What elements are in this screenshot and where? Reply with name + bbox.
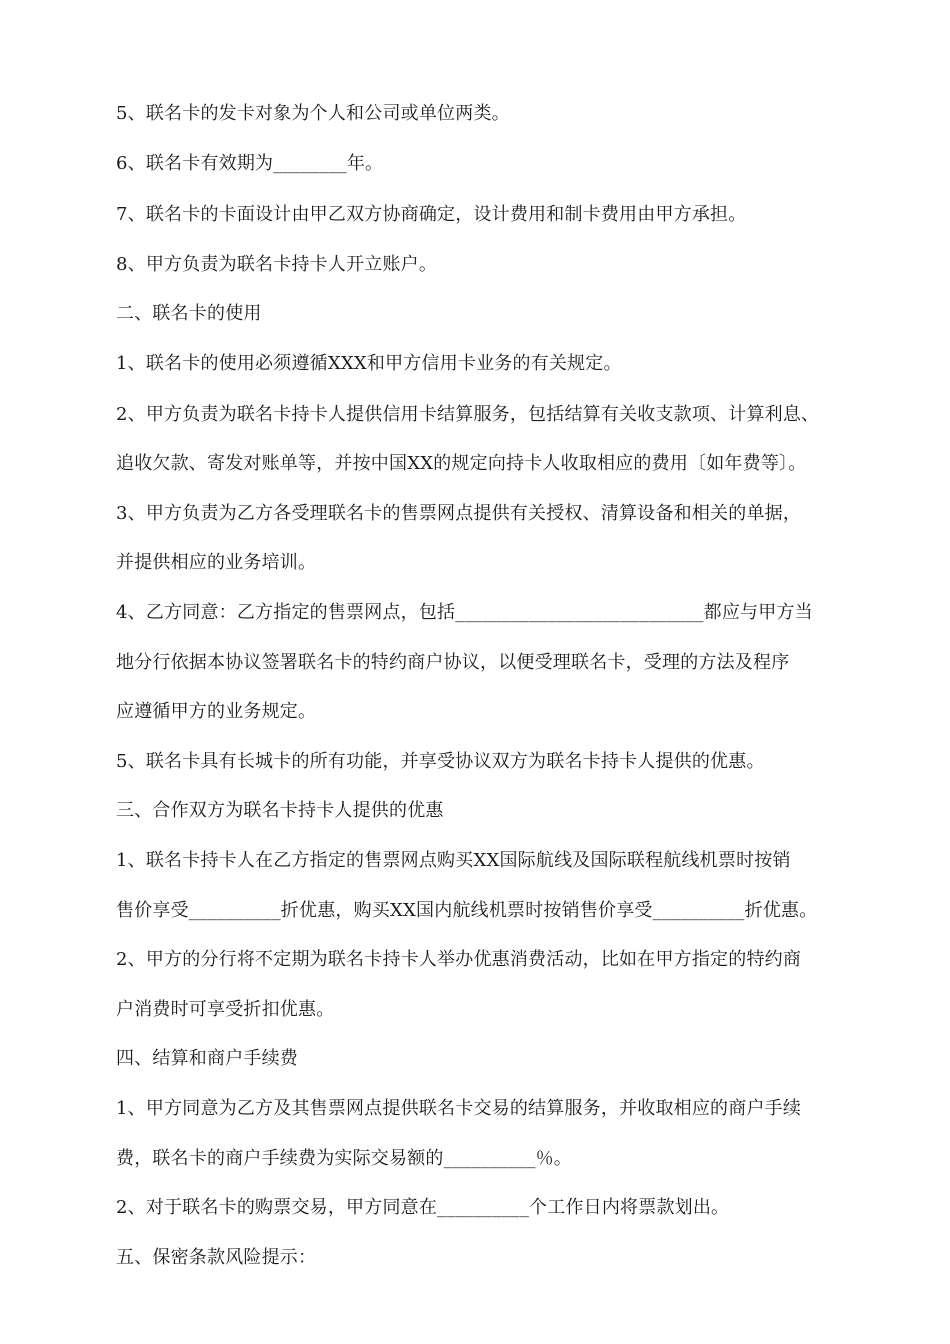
text-line: 1、联名卡的使用必须遵循XXX和甲方信用卡业务的有关规定。: [116, 353, 622, 374]
text-line: 4、乙方同意：乙方指定的售票网点，包括___________________________都应与甲方当: [116, 602, 813, 623]
section-heading: 二、联名卡的使用: [116, 303, 262, 324]
section-heading: 四、结算和商户手续费: [116, 1048, 298, 1069]
text-line: 追收欠款、寄发对账单等，并按中国XX的规定向持卡人收取相应的费用〔如年费等〕。: [116, 453, 807, 474]
text-line: 2、甲方的分行将不定期为联名卡持卡人举办优惠消费活动，比如在甲方指定的特约商: [116, 949, 802, 970]
text-line: 3、甲方负责为乙方各受理联名卡的售票网点提供有关授权、清算设备和相关的单据，: [116, 503, 802, 524]
text-line: 8、甲方负责为联名卡持卡人开立账户。: [116, 254, 438, 275]
text-line: 7、联名卡的卡面设计由甲乙双方协商确定，设计费用和制卡费用由甲方承担。: [116, 204, 747, 225]
section-heading: 五、保密条款风险提示：: [116, 1247, 317, 1268]
text-line: 户消费时可享受折扣优惠。: [116, 999, 335, 1020]
text-line: 地分行依据本协议签署联名卡的特约商户协议，以便受理联名卡，受理的方法及程序: [116, 652, 790, 673]
text-line: 费，联名卡的商户手续费为实际交易额的__________％。: [116, 1148, 572, 1169]
text-line: 售价享受__________折优惠，购买XX国内航线机票时按销售价享受__________折优惠。: [116, 900, 818, 921]
text-line: 5、联名卡具有长城卡的所有功能，并享受协议双方为联名卡持卡人提供的优惠。: [116, 751, 765, 772]
section-heading: 三、合作双方为联名卡持卡人提供的优惠: [116, 800, 444, 821]
text-line: 应遵循甲方的业务规定。: [116, 701, 317, 722]
text-line: 5、联名卡的发卡对象为个人和公司或单位两类。: [116, 103, 510, 124]
text-line: 2、甲方负责为联名卡持卡人提供信用卡结算服务，包括结算有关收支款项、计算利息、: [116, 404, 820, 425]
text-line: 并提供相应的业务培训。: [116, 552, 317, 573]
text-line: 2、对于联名卡的购票交易，甲方同意在__________个工作日内将票款划出。: [116, 1197, 730, 1218]
text-line: 1、联名卡持卡人在乙方指定的售票网点购买XX国际航线及国际联程航线机票时按销: [116, 850, 791, 871]
text-line: 6、联名卡有效期为________年。: [116, 153, 384, 174]
text-line: 1、甲方同意为乙方及其售票网点提供联名卡交易的结算服务，并收取相应的商户手续: [116, 1098, 802, 1119]
